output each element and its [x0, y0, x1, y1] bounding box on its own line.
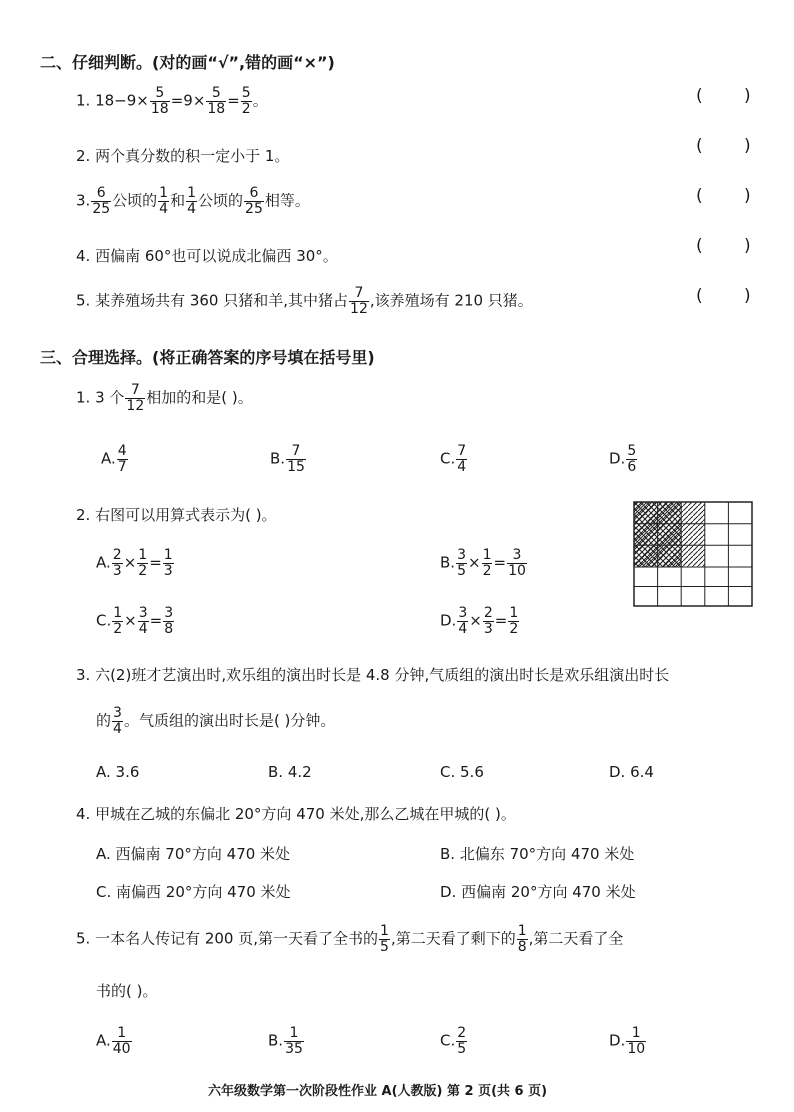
fraction: $\frac{5}{2}$ — [241, 85, 251, 117]
fraction: $\frac{5}{18}$ — [150, 85, 169, 117]
option-c[interactable]: C. $\frac{2}{5}$ — [440, 1025, 467, 1057]
fraction: $\frac{5}{18}$ — [207, 85, 226, 117]
option-d[interactable]: D. 6.4 — [609, 763, 654, 781]
option-a[interactable]: A. 西偏南 70°方向 470 米处 — [96, 845, 291, 863]
option-b[interactable]: B. $\frac{3}{5}$ × $\frac{1}{2}$ = $\frac{3}{10}$ — [440, 547, 526, 579]
choice-q4: 4. 甲城在乙城的东偏北 20°方向 470 米处,那么乙城在甲城的( )。 — [76, 805, 516, 823]
choice-q3-line2: 的 $\frac{3}{4}$ 。气质组的演出时长是( )分钟。 — [96, 705, 336, 737]
judge-q2: 2. 两个真分数的积一定小于 1。 — [76, 147, 290, 165]
choice-q1: 1. 3 个 $\frac{7}{12}$ 相加的和是( )。 — [76, 382, 253, 414]
answer-blank-q3[interactable]: ( ) — [696, 186, 769, 206]
option-d[interactable]: D. $\frac{5}{6}$ — [609, 443, 637, 475]
section2-title: 二、仔细判断。(对的画“√”,错的画“×”) — [40, 53, 335, 72]
choice-q5-line1: 5. 一本名人传记有 200 页,第一天看了全书的 $\frac{1}{5}$ ,第二天看了剩下的 $\frac{1}{8}$ ,第二天看了全 — [76, 923, 624, 955]
option-a[interactable]: A. $\frac{1}{40}$ — [96, 1025, 131, 1057]
option-d[interactable]: D. $\frac{3}{4}$ × $\frac{2}{3}$ = $\frac{1}{2}$ — [440, 605, 519, 637]
option-b[interactable]: B. 4.2 — [268, 763, 312, 781]
option-b[interactable]: B. $\frac{7}{15}$ — [270, 443, 305, 475]
option-c[interactable]: C. 5.6 — [440, 763, 484, 781]
option-b[interactable]: B. 北偏东 70°方向 470 米处 — [440, 845, 635, 863]
page-footer: 六年级数学第一次阶段性作业 A(人教版) 第 2 页(共 6 页) — [208, 1084, 548, 1099]
section3-title: 三、合理选择。(将正确答案的序号填在括号里) — [40, 348, 375, 367]
answer-blank-q5[interactable]: ( ) — [696, 286, 769, 306]
judge-q3: 3. $\frac{6}{25}$ 公顷的 $\frac{1}{4}$ 和 $\frac{1}{4}$ 公顷的 $\frac{6}{25}$ 相等。 — [76, 185, 310, 217]
answer-blank-q2[interactable]: ( ) — [696, 136, 769, 156]
judge-q4: 4. 西偏南 60°也可以说成北偏西 30°。 — [76, 247, 338, 265]
option-a[interactable]: A. $\frac{2}{3}$ × $\frac{1}{2}$ = $\frac{1}{3}$ — [96, 547, 173, 579]
option-c[interactable]: C. $\frac{1}{2}$ × $\frac{3}{4}$ = $\frac{3}{8}$ — [96, 605, 174, 637]
judge-q5: 5. 某养殖场共有 360 只猪和羊,其中猪占 $\frac{7}{12}$ ,该养殖场有 210 只猪。 — [76, 285, 533, 317]
option-b[interactable]: B. $\frac{1}{35}$ — [268, 1025, 303, 1057]
option-d[interactable]: D. 西偏南 20°方向 470 米处 — [440, 883, 636, 901]
answer-blank-q1[interactable]: ( ) — [696, 86, 769, 106]
option-c[interactable]: C. 南偏西 20°方向 470 米处 — [96, 883, 291, 901]
fraction-grid-figure — [633, 501, 753, 609]
option-c[interactable]: C. $\frac{7}{4}$ — [440, 443, 467, 475]
option-d[interactable]: D. $\frac{1}{10}$ — [609, 1025, 646, 1057]
option-a[interactable]: A. $\frac{4}{7}$ — [101, 443, 127, 475]
choice-q5-line2: 书的( )。 — [96, 982, 158, 1000]
answer-blank-q4[interactable]: ( ) — [696, 236, 769, 256]
judge-q1: 1. 18−9× $\frac{5}{18}$ =9× $\frac{5}{18}$ = $\frac{5}{2}$ 。 — [76, 85, 268, 117]
choice-q2: 2. 右图可以用算式表示为( )。 — [76, 506, 277, 524]
choice-q3-line1: 3. 六(2)班才艺演出时,欢乐组的演出时长是 4.8 分钟,气质组的演出时长是欢乐组演出时长 — [76, 666, 670, 684]
option-a[interactable]: A. 3.6 — [96, 763, 140, 781]
